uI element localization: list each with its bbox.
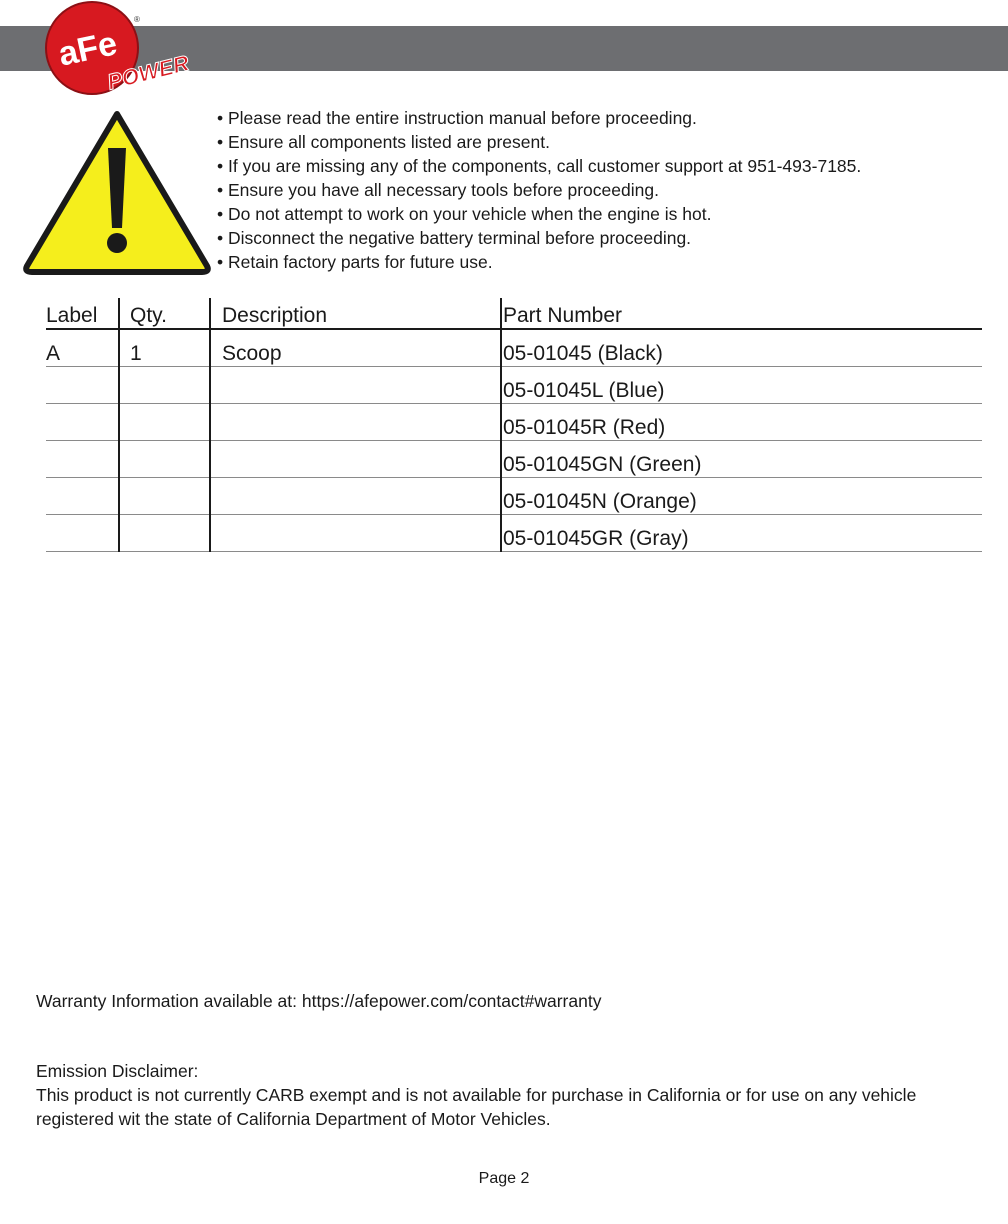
warning-item: • If you are missing any of the components, call customer support at 951-493-7185.	[217, 156, 862, 176]
afe-power-logo	[40, 0, 200, 100]
cell-part-number: 05-01045N (Orange)	[501, 478, 982, 515]
emission-disclaimer	[36, 1059, 986, 1131]
cell-qty	[119, 441, 210, 478]
table-row	[46, 441, 982, 478]
cell-description	[210, 515, 501, 552]
warning-icon	[22, 108, 212, 276]
registered-mark: ®	[134, 15, 140, 24]
cell-qty	[119, 478, 210, 515]
cell-part-number: 05-01045GR (Gray)	[501, 515, 982, 552]
warning-item: • Retain factory parts for future use.	[217, 252, 493, 272]
logo-main-text: aFe	[55, 24, 121, 74]
warning-list	[217, 106, 861, 274]
table-header-row	[46, 298, 982, 329]
header-label: Label	[46, 298, 119, 329]
warning-item: • Ensure all components listed are present.	[217, 132, 550, 152]
cell-qty	[119, 367, 210, 404]
cell-part-number: 05-01045 (Black)	[501, 329, 982, 367]
warning-item: • Disconnect the negative battery terminal before proceeding.	[217, 228, 692, 248]
header-qty: Qty.	[119, 298, 210, 329]
cell-description: Scoop	[210, 329, 501, 367]
warranty-info: Warranty Information available at: https://afepower.com/contact#warranty	[36, 991, 602, 1011]
table-row	[46, 404, 982, 441]
table-row	[46, 478, 982, 515]
cell-description	[210, 441, 501, 478]
cell-part-number: 05-01045L (Blue)	[501, 367, 982, 404]
emission-body: This product is not currently CARB exempt and is not available for purchase in California or for use on any vehicle registered wit the state of California Department of Motor Vehicles.	[36, 1085, 917, 1129]
table-row	[46, 329, 982, 367]
warning-item: • Do not attempt to work on your vehicle when the engine is hot.	[217, 204, 712, 224]
cell-label	[46, 515, 119, 552]
cell-label: A	[46, 329, 119, 367]
cell-part-number: 05-01045GN (Green)	[501, 441, 982, 478]
parts-table	[46, 298, 982, 552]
cell-label	[46, 441, 119, 478]
cell-qty	[119, 404, 210, 441]
table-row	[46, 367, 982, 404]
cell-description	[210, 478, 501, 515]
warning-item: • Ensure you have all necessary tools before proceeding.	[217, 180, 659, 200]
logo-sub-text: POWER	[104, 50, 192, 95]
header-part-number: Part Number	[501, 298, 982, 329]
header-description: Description	[210, 298, 501, 329]
cell-qty	[119, 515, 210, 552]
cell-description	[210, 367, 501, 404]
cell-label	[46, 478, 119, 515]
cell-label	[46, 367, 119, 404]
page-number: Page 2	[478, 1170, 530, 1187]
emission-heading: Emission Disclaimer:	[36, 1061, 199, 1081]
cell-description	[210, 404, 501, 441]
warning-item: • Please read the entire instruction manual before proceeding.	[217, 108, 697, 128]
cell-part-number: 05-01045R (Red)	[501, 404, 982, 441]
table-row	[46, 515, 982, 552]
cell-qty: 1	[119, 329, 210, 367]
cell-label	[46, 404, 119, 441]
